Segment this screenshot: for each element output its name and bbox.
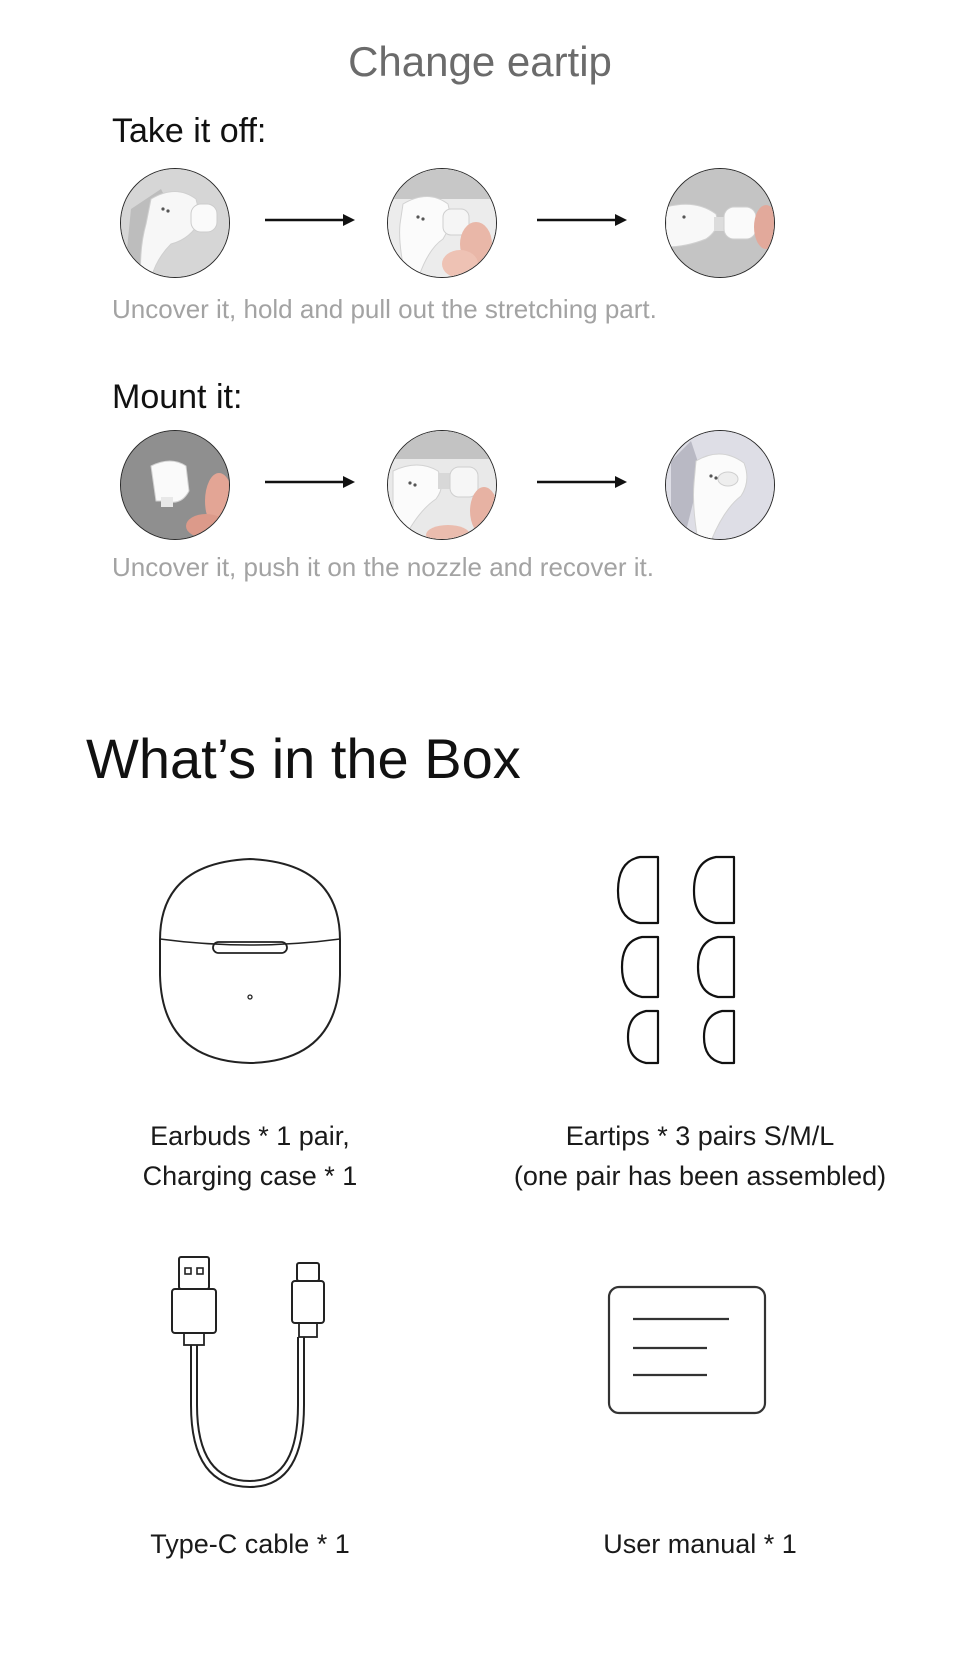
take-off-step-1-photo xyxy=(120,168,230,278)
arrow-right-icon xyxy=(537,474,627,490)
box-item-label xyxy=(470,1524,930,1564)
arrow-right-icon xyxy=(265,474,355,490)
box-item-label xyxy=(60,1116,440,1196)
box-item-line: User manual * 1 xyxy=(603,1529,797,1559)
mount-step-3-photo xyxy=(665,430,775,540)
usb-cable-icon xyxy=(170,1255,330,1495)
box-item-label xyxy=(470,1116,930,1196)
section-title-change-eartip: Change eartip xyxy=(348,38,612,85)
box-item-line: Type-C cable * 1 xyxy=(150,1529,350,1559)
charging-case-icon xyxy=(152,855,348,1065)
box-item-line: Earbuds * 1 pair, xyxy=(150,1121,350,1151)
manual-icon xyxy=(607,1285,767,1415)
eartips-icon xyxy=(616,855,746,1065)
mount-caption: Uncover it, push it on the nozzle and recover it. xyxy=(112,552,654,582)
box-item-line: Charging case * 1 xyxy=(142,1161,358,1191)
mount-step-2-photo xyxy=(387,430,497,540)
take-off-caption: Uncover it, hold and pull out the stretching part. xyxy=(112,294,657,324)
take-off-step-3-photo xyxy=(665,168,775,278)
arrow-right-icon xyxy=(265,212,355,228)
take-off-step-2-photo xyxy=(387,168,497,278)
box-item-line: Eartips * 3 pairs S/M/L xyxy=(565,1121,835,1151)
mount-step-1-photo xyxy=(120,430,230,540)
box-item-line: (one pair has been assembled) xyxy=(513,1161,887,1191)
mount-heading: Mount it: xyxy=(112,378,243,416)
take-off-heading: Take it off: xyxy=(112,112,267,150)
section-title-whats-in-the-box: What’s in the Box xyxy=(86,727,521,790)
arrow-right-icon xyxy=(537,212,627,228)
box-item-label xyxy=(60,1524,440,1564)
